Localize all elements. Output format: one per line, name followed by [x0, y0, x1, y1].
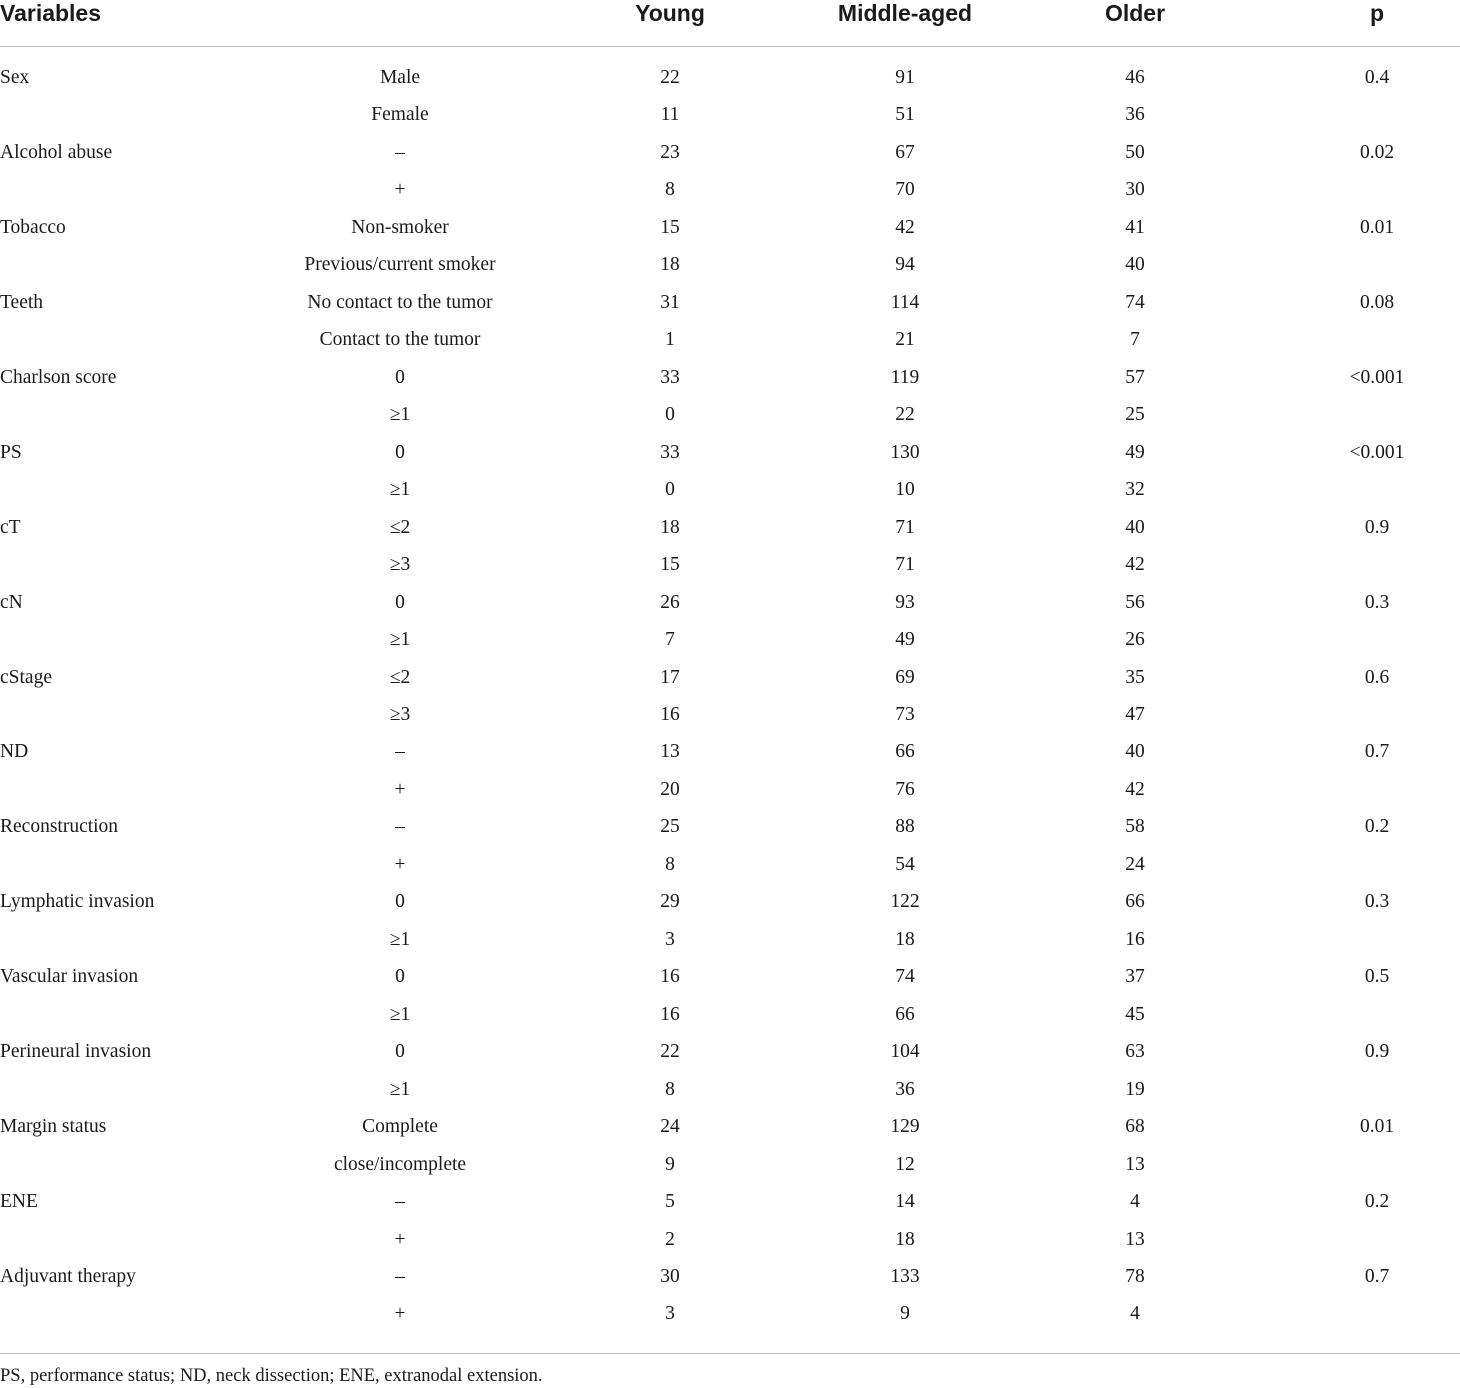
cell-young: 2	[665, 1228, 675, 1250]
cell-older: 58	[1125, 816, 1145, 838]
cell-p-value: 0.2	[1364, 1191, 1390, 1213]
table-row	[0, 209, 1460, 246]
table-row	[0, 733, 1460, 770]
table-row	[0, 434, 1460, 471]
table-row	[0, 396, 1460, 433]
cell-middle-aged: 71	[895, 554, 915, 576]
cell-older: 42	[1125, 554, 1145, 576]
cell-p-value: 0.2	[1364, 816, 1390, 838]
cell-middle-aged: 94	[895, 254, 915, 276]
cell-level: ≥3	[389, 703, 411, 725]
cell-older: 49	[1125, 441, 1145, 463]
cell-p-value: 0.02	[1359, 141, 1395, 163]
cell-young: 20	[660, 778, 680, 800]
cell-older: 47	[1125, 703, 1145, 725]
cell-young: 13	[660, 741, 680, 763]
cell-young: 26	[660, 591, 680, 613]
cell-p-value: 0.01	[1359, 216, 1395, 238]
table-row	[0, 996, 1460, 1033]
cell-middle-aged: 88	[895, 816, 915, 838]
cell-middle-aged: 122	[890, 891, 920, 913]
cell-variable: Margin status	[0, 1116, 107, 1138]
table-row	[0, 1258, 1460, 1295]
cell-middle-aged: 18	[895, 928, 915, 950]
cell-level: Male	[379, 67, 421, 88]
cell-older: 41	[1125, 216, 1145, 238]
table-body	[0, 59, 1460, 1333]
cell-young: 22	[660, 1041, 680, 1063]
cell-level: +	[394, 778, 406, 800]
cell-middle-aged: 10	[895, 479, 915, 501]
table-row	[0, 1071, 1460, 1108]
cell-middle-aged: 51	[895, 104, 915, 126]
cell-level: close/incomplete	[333, 1153, 467, 1175]
cell-level: +	[394, 1303, 406, 1325]
cell-level: ≥1	[389, 1078, 411, 1100]
cell-older: 68	[1125, 1116, 1145, 1138]
table-row	[0, 846, 1460, 883]
cell-level: –	[395, 1266, 405, 1287]
cell-variable: Alcohol abuse	[0, 141, 113, 163]
cell-middle-aged: 66	[895, 741, 915, 763]
cell-level: +	[394, 853, 406, 875]
table-row	[0, 883, 1460, 920]
table-row	[0, 958, 1460, 995]
cell-older: 57	[1125, 366, 1145, 388]
table-row	[0, 584, 1460, 621]
cell-variable: cStage	[0, 666, 52, 688]
cell-middle-aged: 36	[895, 1078, 915, 1100]
cell-level: +	[394, 1228, 406, 1250]
cell-older: 32	[1125, 479, 1145, 501]
table-row	[0, 96, 1460, 133]
cell-level: –	[395, 141, 405, 163]
cell-young: 1	[665, 329, 675, 351]
cell-young: 8	[665, 1078, 675, 1100]
table-row	[0, 509, 1460, 546]
cell-level: Female	[371, 104, 429, 126]
cell-level: Complete	[362, 1116, 438, 1138]
cell-older: 4	[1130, 1191, 1140, 1213]
cell-young: 7	[665, 629, 675, 651]
cell-variable: Charlson score	[0, 366, 117, 388]
cell-level: ≥3	[389, 554, 411, 576]
cell-middle-aged: 67	[895, 141, 915, 163]
cell-variable: PS	[0, 441, 22, 463]
cell-level: –	[395, 816, 405, 838]
cell-variable: Vascular invasion	[0, 966, 139, 988]
header-young: Young	[635, 0, 705, 26]
cell-variable: Sex	[0, 67, 30, 88]
table-row	[0, 546, 1460, 583]
cell-young: 18	[660, 516, 680, 538]
cell-young: 15	[660, 554, 680, 576]
cell-level: ≤2	[389, 516, 411, 538]
cell-p-value: 0.01	[1359, 1116, 1395, 1138]
cell-middle-aged: 114	[890, 291, 920, 313]
cell-young: 3	[665, 1303, 675, 1325]
cell-middle-aged: 73	[895, 703, 915, 725]
cell-p-value: 0.5	[1364, 966, 1390, 988]
cell-level: ≥1	[389, 1003, 411, 1025]
cell-older: 66	[1125, 891, 1145, 913]
cell-older: 40	[1125, 741, 1145, 763]
cell-level: No contact to the tumor	[307, 291, 493, 313]
cell-young: 16	[660, 1003, 680, 1025]
cell-young: 25	[660, 816, 680, 838]
table-row	[0, 1221, 1460, 1258]
cell-level: 0	[395, 441, 405, 463]
cell-p-value: 0.6	[1364, 666, 1390, 688]
cell-young: 8	[665, 179, 675, 201]
cell-p-value: 0.3	[1364, 591, 1390, 613]
cell-middle-aged: 76	[895, 778, 915, 800]
cell-older: 25	[1125, 404, 1145, 426]
cell-variable: Teeth	[0, 291, 44, 313]
table-row	[0, 59, 1460, 96]
cell-young: 5	[665, 1191, 675, 1213]
header-variables: Variables	[0, 0, 102, 26]
cell-level: 0	[395, 891, 405, 913]
table-row	[0, 921, 1460, 958]
cell-middle-aged: 12	[895, 1153, 915, 1175]
cell-p-value: <0.001	[1349, 366, 1405, 388]
cell-older: 7	[1130, 329, 1140, 351]
cell-p-value: 0.7	[1364, 1266, 1390, 1287]
table-row	[0, 284, 1460, 321]
cell-middle-aged: 130	[890, 441, 920, 463]
cell-young: 33	[660, 366, 680, 388]
table-row	[0, 246, 1460, 283]
cell-older: 46	[1125, 67, 1145, 88]
table-row	[0, 621, 1460, 658]
cell-middle-aged: 42	[895, 216, 915, 238]
cell-older: 24	[1125, 853, 1145, 875]
cell-p-value: 0.9	[1364, 1041, 1390, 1063]
cell-level: ≥1	[389, 404, 411, 426]
cell-variable: cN	[0, 591, 23, 613]
cell-older: 37	[1125, 966, 1145, 988]
cell-level: Previous/current smoker	[304, 254, 496, 276]
cell-level: ≤2	[389, 666, 411, 688]
cell-middle-aged: 119	[890, 366, 920, 388]
cell-young: 24	[660, 1116, 680, 1138]
cell-older: 50	[1125, 141, 1145, 163]
cell-variable: Tobacco	[0, 216, 66, 238]
cell-middle-aged: 104	[890, 1041, 920, 1063]
cell-middle-aged: 9	[900, 1303, 910, 1325]
table-row	[0, 1146, 1460, 1183]
cell-level: 0	[395, 1041, 405, 1063]
header-older: Older	[1104, 0, 1166, 26]
cell-young: 9	[665, 1153, 675, 1175]
cell-level: –	[395, 1191, 405, 1213]
table-row	[0, 1183, 1460, 1220]
table-row	[0, 1033, 1460, 1070]
cell-middle-aged: 129	[890, 1116, 920, 1138]
cell-middle-aged: 93	[895, 591, 915, 613]
table-row	[0, 808, 1460, 845]
table-row	[0, 1295, 1460, 1332]
cell-variable: ENE	[0, 1191, 38, 1213]
cell-older: 40	[1125, 254, 1145, 276]
cell-level: +	[394, 179, 406, 201]
cell-young: 15	[660, 216, 680, 238]
cell-middle-aged: 49	[895, 629, 915, 651]
cell-older: 78	[1125, 1266, 1145, 1287]
cell-level: ≥1	[389, 629, 411, 651]
cell-p-value: <0.001	[1349, 441, 1405, 463]
cell-older: 56	[1125, 591, 1145, 613]
cell-young: 31	[660, 291, 680, 313]
cell-level: 0	[395, 591, 405, 613]
table-row	[0, 359, 1460, 396]
cell-young: 16	[660, 966, 680, 988]
cell-older: 74	[1125, 291, 1145, 313]
cell-p-value: 0.3	[1364, 891, 1390, 913]
cell-older: 42	[1125, 778, 1145, 800]
table-row	[0, 696, 1460, 733]
table-row	[0, 471, 1460, 508]
cell-middle-aged: 71	[895, 516, 915, 538]
cell-variable: Reconstruction	[0, 816, 119, 838]
header-middle-aged: Middle-aged	[837, 0, 973, 26]
cell-young: 16	[660, 703, 680, 725]
table-footnote: PS, performance status; ND, neck dissection; ENE, extranodal extension.	[0, 1366, 543, 1386]
cell-young: 3	[665, 928, 675, 950]
cell-middle-aged: 69	[895, 666, 915, 688]
cell-variable: cT	[0, 516, 21, 538]
cell-middle-aged: 70	[895, 179, 915, 201]
cell-level: ≥1	[389, 928, 411, 950]
cell-older: 19	[1125, 1078, 1145, 1100]
cell-level: ≥1	[389, 479, 411, 501]
cell-older: 13	[1125, 1153, 1145, 1175]
cell-level: Contact to the tumor	[319, 329, 481, 351]
table-row	[0, 171, 1460, 208]
cell-p-value: 0.7	[1364, 741, 1390, 763]
header-p: p	[1369, 0, 1385, 26]
cell-level: Non-smoker	[351, 216, 449, 238]
cell-older: 13	[1125, 1228, 1145, 1250]
cell-middle-aged: 54	[895, 853, 915, 875]
table-row	[0, 134, 1460, 171]
cell-middle-aged: 14	[895, 1191, 915, 1213]
cell-older: 63	[1125, 1041, 1145, 1063]
cell-young: 30	[660, 1266, 680, 1287]
cell-young: 0	[665, 479, 675, 501]
cell-level: 0	[395, 366, 405, 388]
cell-older: 4	[1130, 1303, 1140, 1325]
table-header	[0, 0, 1460, 47]
cell-older: 16	[1125, 928, 1145, 950]
cell-young: 18	[660, 254, 680, 276]
cell-middle-aged: 66	[895, 1003, 915, 1025]
table-row	[0, 771, 1460, 808]
cell-p-value: 0.9	[1364, 516, 1390, 538]
cell-middle-aged: 22	[895, 404, 915, 426]
cell-young: 11	[660, 104, 680, 126]
cell-middle-aged: 74	[895, 966, 915, 988]
cell-variable: Adjuvant therapy	[0, 1266, 136, 1287]
cell-middle-aged: 91	[895, 67, 915, 88]
cell-young: 8	[665, 853, 675, 875]
footer-divider	[0, 1353, 1460, 1354]
cell-middle-aged: 18	[895, 1228, 915, 1250]
cell-older: 26	[1125, 629, 1145, 651]
cell-variable: Perineural invasion	[0, 1041, 152, 1063]
table-row	[0, 321, 1460, 358]
cell-middle-aged: 21	[895, 329, 915, 351]
cell-young: 29	[660, 891, 680, 913]
cell-young: 23	[660, 141, 680, 163]
table-row	[0, 1108, 1460, 1145]
cell-young: 22	[660, 67, 680, 88]
cell-older: 36	[1125, 104, 1145, 126]
cell-variable: ND	[0, 741, 29, 763]
cell-young: 17	[660, 666, 680, 688]
cell-older: 35	[1125, 666, 1145, 688]
cell-p-value: 0.4	[1364, 67, 1390, 88]
cell-variable: Lymphatic invasion	[0, 891, 155, 913]
cell-young: 33	[660, 441, 680, 463]
cell-older: 45	[1125, 1003, 1145, 1025]
table-row	[0, 659, 1460, 696]
cell-p-value: 0.08	[1359, 291, 1395, 313]
cell-level: 0	[395, 966, 405, 988]
cell-older: 40	[1125, 516, 1145, 538]
cell-older: 30	[1125, 179, 1145, 201]
cell-middle-aged: 133	[890, 1266, 920, 1287]
cell-young: 0	[665, 404, 675, 426]
cell-level: –	[395, 741, 405, 763]
